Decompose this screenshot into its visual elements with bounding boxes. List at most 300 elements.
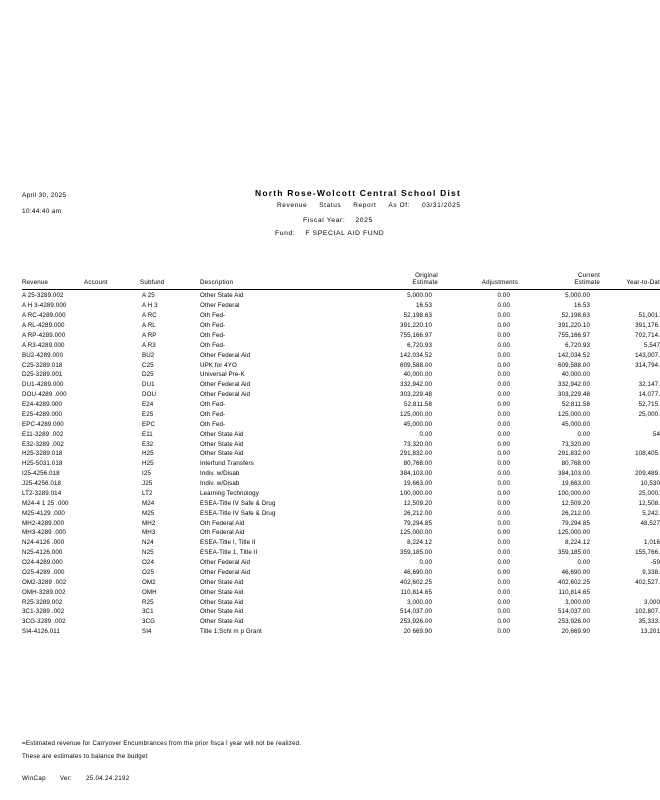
cell-original: 291,832.00 xyxy=(400,450,432,458)
cell-adjustments: 0.00 xyxy=(497,559,510,567)
table-row xyxy=(22,597,660,607)
cell-revenue: BU2-4289.000 xyxy=(22,351,64,359)
version-label: Ver: xyxy=(59,775,73,782)
cell-current: 391,220.10 xyxy=(558,322,590,330)
cell-subfund: EPC xyxy=(142,420,156,428)
cell-subfund: N24 xyxy=(142,539,154,547)
cell-current: 16.53 xyxy=(574,302,590,310)
cell-original: 8,224.12 xyxy=(407,539,432,547)
cell-adjustments: 0.00 xyxy=(497,420,510,428)
cell-account xyxy=(84,301,140,311)
col-current-line2: Estimate xyxy=(574,279,600,286)
cell-adjustments: 0.00 xyxy=(497,578,510,586)
cell-description: Other Federal Aid xyxy=(200,381,251,389)
cell-ytd: 391,176. xyxy=(635,322,660,330)
table-row xyxy=(22,587,660,597)
table-row xyxy=(22,617,660,627)
cell-subfund: A RC xyxy=(142,312,157,320)
cell-revenue: A R3-4289.000 xyxy=(22,341,65,349)
cell-account xyxy=(84,617,140,627)
cell-subfund: M25 xyxy=(142,509,155,517)
footnote-line-1: =Estimated revenue for Carryover Encumbrances from the prior fisca l year will not be realized. xyxy=(22,740,302,747)
subtitle-part-report: Report xyxy=(353,202,377,209)
cell-adjustments: 0.00 xyxy=(497,450,510,458)
cell-ytd: 5,242. xyxy=(642,509,660,517)
cell-adjustments: 0.00 xyxy=(497,410,510,418)
table-row xyxy=(22,518,660,528)
cell-description: Oth Federal Aid xyxy=(200,519,245,527)
cell-original: 402,602.25 xyxy=(400,578,432,586)
cell-subfund: A RP xyxy=(142,331,157,339)
cell-current: 6,720.93 xyxy=(565,341,590,349)
cell-ytd: 108,405. xyxy=(635,450,660,458)
table-row xyxy=(22,360,660,370)
cell-original: 609,588.00 xyxy=(400,361,432,369)
cell-description: Learning Technology xyxy=(200,489,259,497)
cell-account xyxy=(84,577,140,587)
cell-current: 142,034.52 xyxy=(558,351,590,359)
product-name: WinCap xyxy=(22,775,46,782)
revenue-table xyxy=(22,264,660,637)
footnote-line-2: These are estimates to balance the budget xyxy=(22,753,148,760)
cell-current: 125,000.00 xyxy=(558,529,590,537)
table-row xyxy=(22,449,660,459)
cell-adjustments: 0.00 xyxy=(497,440,510,448)
cell-description: Other State Aid xyxy=(200,450,244,458)
cell-subfund: O25 xyxy=(142,568,154,576)
table-row xyxy=(22,548,660,558)
cell-account xyxy=(84,410,140,420)
table-row xyxy=(22,479,660,489)
cell-revenue: I25-4256.018 xyxy=(22,470,60,478)
cell-account xyxy=(84,558,140,568)
cell-adjustments: 0.00 xyxy=(497,391,510,399)
cell-revenue: D25-3289.001 xyxy=(22,371,63,379)
cell-current: 402,602.25 xyxy=(558,578,590,586)
cell-original: 79,294.85 xyxy=(403,519,432,527)
cell-adjustments: 0.00 xyxy=(497,549,510,557)
cell-description: Other State Aid xyxy=(200,588,244,596)
cell-adjustments: 0.00 xyxy=(497,568,510,576)
cell-original: 52,198.63 xyxy=(403,312,432,320)
cell-ytd: 314,794. xyxy=(635,361,660,369)
cell-adjustments: 0.00 xyxy=(497,509,510,517)
cell-description: Other Federal Aid xyxy=(200,351,251,359)
cell-original: 384,103.00 xyxy=(400,470,432,478)
table-row xyxy=(22,380,660,390)
cell-ytd xyxy=(600,587,660,597)
col-current-estimate xyxy=(518,264,600,288)
col-original-line2: Estimate xyxy=(412,279,438,286)
cell-ytd xyxy=(600,291,660,301)
cell-account xyxy=(84,528,140,538)
col-account: Account xyxy=(84,279,108,286)
cell-revenue: A RC-4289.000 xyxy=(22,312,66,320)
cell-revenue: A 25-3289.002 xyxy=(22,292,64,300)
cell-adjustments: 0.00 xyxy=(497,480,510,488)
cell-account xyxy=(84,400,140,410)
table-row xyxy=(22,568,660,578)
cell-revenue: H25-3289.018 xyxy=(22,450,63,458)
cell-description: Other State Aid xyxy=(200,608,244,616)
report-date: April 30, 2025 xyxy=(22,192,67,199)
cell-subfund: DOU xyxy=(142,391,157,399)
cell-current: 52,811.58 xyxy=(562,401,590,409)
col-revenue: Revenue xyxy=(22,279,49,286)
table-row xyxy=(22,410,660,420)
cell-revenue: A RP-4289.000 xyxy=(22,331,66,339)
cell-description: ESEA-Title 1, Title II xyxy=(200,549,258,557)
cell-subfund: R25 xyxy=(142,598,154,606)
cell-ytd: 5,547 xyxy=(644,341,660,349)
cell-adjustments: 0.00 xyxy=(497,628,510,636)
cell-description: Oth Fed- xyxy=(200,341,226,349)
fiscal-year-value: 2025 xyxy=(355,217,373,224)
cell-original: 142,034.52 xyxy=(400,351,432,359)
cell-original: 46,690.00 xyxy=(403,568,432,576)
report-header xyxy=(255,188,595,237)
cell-adjustments: 0.00 xyxy=(497,381,510,389)
table-row xyxy=(22,459,660,469)
cell-original: 125,000.00 xyxy=(400,529,432,537)
cell-ytd: 3,000 xyxy=(644,598,660,606)
cell-description: Other Federal Aid xyxy=(200,559,251,567)
cell-ytd: 155,766. xyxy=(635,549,660,557)
cell-subfund: C25 xyxy=(142,361,154,369)
cell-subfund: O24 xyxy=(142,559,154,567)
cell-description: Other State Aid xyxy=(200,598,244,606)
table-row xyxy=(22,390,660,400)
col-original-estimate xyxy=(350,264,438,288)
cell-original: 253,926.00 xyxy=(400,618,432,626)
cell-subfund: MH2 xyxy=(142,519,156,527)
cell-description: Other Federal xyxy=(200,302,240,310)
cell-ytd xyxy=(600,459,660,469)
cell-current: 514,037.00 xyxy=(558,608,590,616)
cell-account xyxy=(84,498,140,508)
fund-value: F SPECIAL AID FUND xyxy=(305,230,385,237)
cell-adjustments: 0.00 xyxy=(497,361,510,369)
cell-description: UPK for 4YO xyxy=(200,361,237,369)
cell-ytd: 14,077. xyxy=(638,391,660,399)
cell-account xyxy=(84,607,140,617)
table-row xyxy=(22,489,660,499)
cell-description: Indiv. w/Disab xyxy=(200,470,240,478)
cell-current: 80,768.00 xyxy=(561,460,590,468)
cell-current: 755,166.97 xyxy=(558,331,590,339)
cell-subfund: M24 xyxy=(142,499,155,507)
header-rule xyxy=(22,289,660,290)
cell-revenue: C25-3289.018 xyxy=(22,361,63,369)
cell-adjustments: 0.00 xyxy=(497,460,510,468)
cell-adjustments: 0.00 xyxy=(497,519,510,527)
table-row xyxy=(22,370,660,380)
cell-original: 80,768.00 xyxy=(403,460,432,468)
cell-revenue: E11-3289 .002 xyxy=(22,430,64,438)
cell-adjustments: 0.00 xyxy=(497,341,510,349)
table-row xyxy=(22,498,660,508)
cell-description: Other State Aid xyxy=(200,578,244,586)
subtitle-part-status: Status xyxy=(319,202,342,209)
cell-original: 12,509.20 xyxy=(403,499,432,507)
cell-account xyxy=(84,627,140,637)
cell-adjustments: 0.00 xyxy=(497,292,510,300)
cell-original: 332,942.00 xyxy=(400,381,432,389)
cell-subfund: A H 3 xyxy=(142,302,158,310)
cell-description: Other State Aid xyxy=(200,430,244,438)
cell-current: 46,690.00 xyxy=(561,568,590,576)
cell-account xyxy=(84,548,140,558)
cell-account xyxy=(84,587,140,597)
cell-current: 8,224.12 xyxy=(565,539,590,547)
cell-ytd: 35,333. xyxy=(638,618,660,626)
cell-description: Interfund Transfers xyxy=(200,460,254,468)
cell-description: ESEA-Title I, Title II xyxy=(200,539,256,547)
cell-revenue: O25-4289 .000 xyxy=(22,568,65,576)
cell-adjustments: 0.00 xyxy=(497,430,510,438)
cell-subfund: H25 xyxy=(142,450,154,458)
cell-original: 125,000.00 xyxy=(400,410,432,418)
cell-current: 73,320.00 xyxy=(561,440,590,448)
cell-revenue: H25-5031.018 xyxy=(22,460,63,468)
cell-original: 3,000.00 xyxy=(407,598,432,606)
cell-subfund: H25 xyxy=(142,460,154,468)
cell-current: 291,832.00 xyxy=(558,450,590,458)
table-row xyxy=(22,607,660,617)
cell-adjustments: 0.00 xyxy=(497,331,510,339)
cell-subfund: E11 xyxy=(142,430,153,438)
cell-account xyxy=(84,370,140,380)
cell-subfund: OMH xyxy=(142,588,157,596)
cell-account xyxy=(84,459,140,469)
subtitle-part-revenue: Revenue xyxy=(277,202,308,209)
report-subtitle xyxy=(277,202,595,209)
table-row xyxy=(22,321,660,331)
cell-revenue: E25-4289.000 xyxy=(22,410,63,418)
cell-adjustments: 0.00 xyxy=(497,598,510,606)
footnotes xyxy=(22,740,602,760)
cell-original: 514,037.00 xyxy=(400,608,432,616)
cell-description: Oth Federal Aid xyxy=(200,529,245,537)
cell-revenue: N24-4126 .000 xyxy=(22,539,65,547)
cell-adjustments: 0.00 xyxy=(497,608,510,616)
table-row xyxy=(22,311,660,321)
revenue-table-container xyxy=(22,264,660,637)
cell-account xyxy=(84,439,140,449)
cell-account xyxy=(84,311,140,321)
cell-original: 110,814.65 xyxy=(400,588,432,596)
cell-revenue: R25-3289.002 xyxy=(22,598,63,606)
cell-current: 0.00 xyxy=(577,559,590,567)
cell-account xyxy=(84,350,140,360)
cell-ytd xyxy=(600,528,660,538)
cell-description: Other State Aid xyxy=(200,440,244,448)
cell-adjustments: 0.00 xyxy=(497,351,510,359)
cell-adjustments: 0.00 xyxy=(497,489,510,497)
cell-account xyxy=(84,291,140,301)
cell-adjustments: 0.00 xyxy=(497,312,510,320)
cell-subfund: E24 xyxy=(142,401,154,409)
cell-subfund: J25 xyxy=(142,480,153,488)
report-title: North Rose-Wolcott Central School Dist xyxy=(255,188,462,198)
cell-original: 303,229.48 xyxy=(400,391,432,399)
cell-description: ESEA-Title IV Safe & Drug xyxy=(200,499,276,507)
cell-account xyxy=(84,380,140,390)
cell-subfund: 3C1 xyxy=(142,608,154,616)
cell-revenue: SI4-4126.011 xyxy=(22,628,60,636)
cell-account xyxy=(84,419,140,429)
cell-description: Other Federal Aid xyxy=(200,391,251,399)
subtitle-part-asof: As Of: xyxy=(388,202,411,209)
table-row xyxy=(22,439,660,449)
table-row xyxy=(22,350,660,360)
col-adjustments: Adjustments xyxy=(481,279,518,286)
cell-current: 100,000.00 xyxy=(558,489,590,497)
cell-description: Oth Fed- xyxy=(200,331,226,339)
table-row xyxy=(22,558,660,568)
table-row xyxy=(22,331,660,341)
cell-original: 52,811.58 xyxy=(404,401,432,409)
cell-adjustments: 0.00 xyxy=(497,618,510,626)
cell-original: 5,000.00 xyxy=(407,292,432,300)
cell-account xyxy=(84,568,140,578)
cell-description: Oth Fed- xyxy=(200,322,226,330)
col-year-to-date: Year-to-Dat xyxy=(626,279,660,286)
cell-current: 0.00 xyxy=(577,430,590,438)
fund-line xyxy=(275,230,595,237)
cell-ytd: 402,527. xyxy=(635,578,660,586)
fund-label: Fund: xyxy=(275,230,296,237)
cell-adjustments: 0.00 xyxy=(497,539,510,547)
cell-ytd: 702,714. xyxy=(635,331,660,339)
cell-adjustments: 0.00 xyxy=(497,588,510,596)
cell-revenue: OM2-3289 .002 xyxy=(22,578,67,586)
cell-ytd: 102,807. xyxy=(635,608,660,616)
col-description: Description xyxy=(200,279,234,286)
cell-subfund: SI4 xyxy=(142,628,152,636)
cell-ytd: 12,508. xyxy=(638,499,660,507)
cell-subfund: 3CG xyxy=(142,618,156,626)
cell-subfund: BU2 xyxy=(142,351,155,359)
cell-subfund: I25 xyxy=(142,470,151,478)
cell-original: 16.53 xyxy=(416,302,432,310)
cell-ytd: 1,016 xyxy=(644,539,660,547)
table-row xyxy=(22,469,660,479)
cell-account xyxy=(84,479,140,489)
cell-current: 125,000.00 xyxy=(558,410,590,418)
cell-current: 19,663.00 xyxy=(561,480,590,488)
cell-description: Oth Fed- xyxy=(200,410,226,418)
cell-ytd: 52,715. xyxy=(638,401,660,409)
fiscal-year-label: Fiscal Year: xyxy=(303,217,346,224)
cell-ytd xyxy=(600,419,660,429)
cell-revenue: OMH-3289.002 xyxy=(22,588,66,596)
cell-description: Oth Fed- xyxy=(200,312,226,320)
cell-ytd: 54 xyxy=(652,430,660,438)
cell-ytd: 10,530 xyxy=(640,480,660,488)
cell-description: Other State Aid xyxy=(200,292,244,300)
cell-revenue: E32-3289 .002 xyxy=(22,440,64,448)
cell-current: 609,588.00 xyxy=(558,361,590,369)
cell-original: 0.00 xyxy=(419,559,432,567)
cell-current: 303,229.48 xyxy=(558,391,590,399)
cell-revenue: E24-4289.000 xyxy=(22,401,63,409)
cell-subfund: D25 xyxy=(142,371,154,379)
cell-subfund: N25 xyxy=(142,549,154,557)
table-row xyxy=(22,400,660,410)
cell-ytd: 32,147. xyxy=(638,381,660,389)
cell-original: 45,000.00 xyxy=(403,420,432,428)
table-row xyxy=(22,340,660,350)
cell-current: 5,000.00 xyxy=(565,292,590,300)
cell-revenue: M24-4 1 25 .000 xyxy=(22,499,69,507)
cell-adjustments: 0.00 xyxy=(497,470,510,478)
cell-ytd: -59 xyxy=(650,559,660,567)
table-row xyxy=(22,627,660,637)
table-row xyxy=(22,528,660,538)
cell-ytd: 13,201 xyxy=(640,628,660,636)
col-current-line1: Current xyxy=(577,272,600,279)
cell-subfund: A R3 xyxy=(142,341,156,349)
cell-description: Other State Aid xyxy=(200,618,244,626)
cell-account xyxy=(84,518,140,528)
table-row xyxy=(22,419,660,429)
cell-revenue: MH3-4289 .000 xyxy=(22,529,66,537)
cell-account xyxy=(84,390,140,400)
cell-adjustments: 0.00 xyxy=(497,302,510,310)
cell-subfund: A RL xyxy=(142,322,156,330)
cell-description: ESEA-Title IV Safe & Drug xyxy=(200,509,276,517)
cell-account xyxy=(84,340,140,350)
cell-account xyxy=(84,429,140,439)
cell-revenue: DOU-4289 .000 xyxy=(22,391,67,399)
cell-current: 12,509.20 xyxy=(561,499,590,507)
cell-account xyxy=(84,449,140,459)
cell-account xyxy=(84,331,140,341)
cell-revenue: M25-4129 .000 xyxy=(22,509,65,517)
cell-description: Oth Fed- xyxy=(200,420,226,428)
col-original-line1: Original xyxy=(415,272,438,279)
table-row xyxy=(22,508,660,518)
cell-subfund: E32 xyxy=(142,440,154,448)
cell-current: 359,185.00 xyxy=(558,549,590,557)
table-header-row xyxy=(22,264,660,288)
report-time: 10:44:40 am xyxy=(22,208,62,215)
cell-subfund: OM2 xyxy=(142,578,156,586)
cell-adjustments: 0.00 xyxy=(497,371,510,379)
cell-description: Universal Pre-K xyxy=(200,371,245,379)
cell-ytd: 25,000. xyxy=(638,410,660,418)
table-row xyxy=(22,301,660,311)
cell-account xyxy=(84,489,140,499)
cell-ytd xyxy=(600,370,660,380)
table-row xyxy=(22,577,660,587)
cell-current: 20,669.90 xyxy=(561,628,590,636)
cell-ytd: 51,001. xyxy=(638,312,660,320)
table-body xyxy=(22,291,660,637)
cell-revenue: DU1-4289.000 xyxy=(22,381,64,389)
cell-description: Title 1,Schl m p Grant xyxy=(200,628,262,636)
cell-original: 20 669.90 xyxy=(403,628,432,636)
cell-description: Oth Fed- xyxy=(200,401,226,409)
col-subfund: Subfund xyxy=(140,279,165,286)
cell-ytd: 48,527 xyxy=(640,519,660,527)
cell-revenue: A H 3-4289.000 xyxy=(22,302,67,310)
cell-ytd: 209,489. xyxy=(635,470,660,478)
cell-revenue: 3C1-3289 .002 xyxy=(22,608,65,616)
cell-subfund: E25 xyxy=(142,410,154,418)
cell-current: 384,103.00 xyxy=(558,470,590,478)
